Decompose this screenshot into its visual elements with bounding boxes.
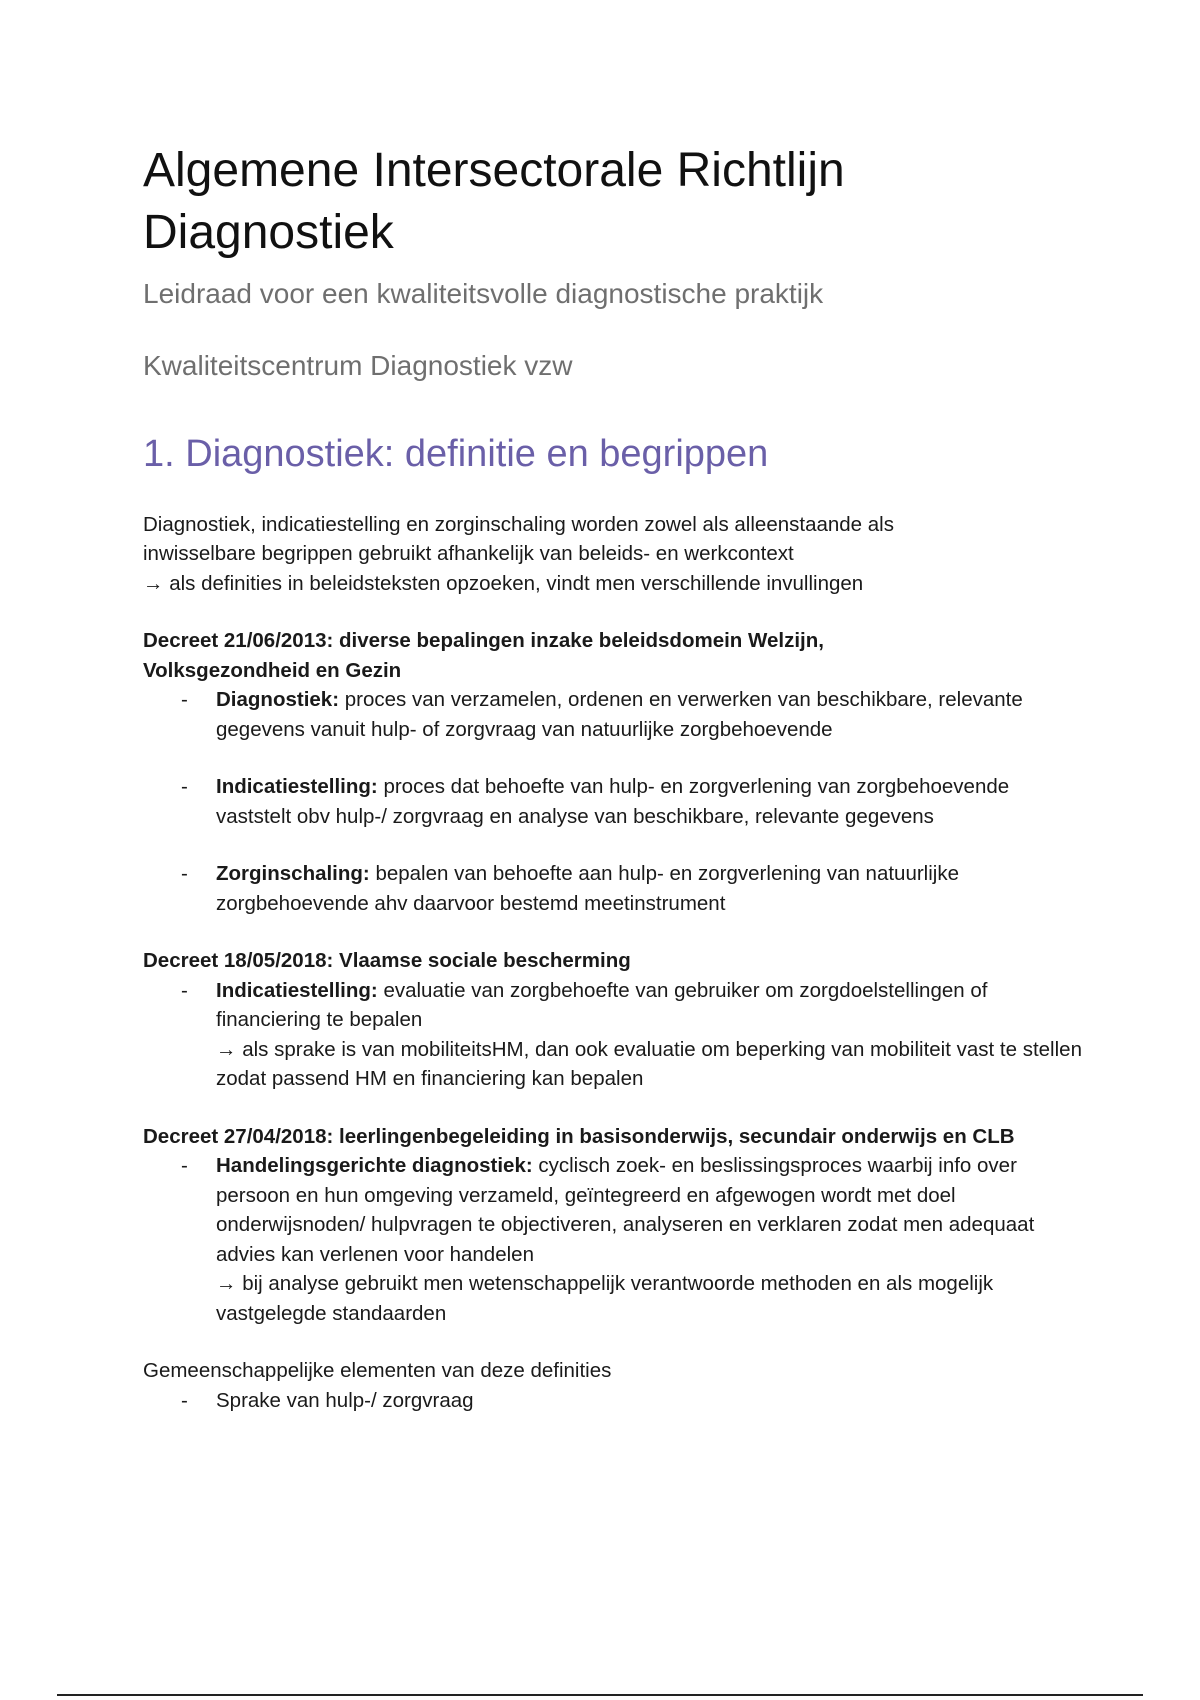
list-item: - Indicatiestelling: evaluatie van zorgbehoefte van gebruiker om zorgdoelstellingen of financiering te bepalen → als sprake is van mobiliteitsHM, dan ook evaluatie om beperking van mobiliteit vast te stellen zodat passend HM en financiering kan bepalen xyxy=(143,976,1083,1094)
decree-heading: Decreet 27/04/2018: leerlingenbegeleiding in basisonderwijs, secundair onderwijs en CLB xyxy=(143,1124,1015,1148)
decree-heading: Decreet 21/06/2013: diverse bepalingen inzake beleidsdomein Welzijn, Volksgezondheid en Gezin xyxy=(143,629,824,682)
decree-definitions-list xyxy=(143,1151,1083,1328)
footer-rule xyxy=(57,1694,1143,1696)
definition-note: → bij analyse gebruikt men wetenschappelijk verantwoorde methoden en als mogelijk vastgelegde standaarden xyxy=(216,1272,994,1325)
intro-paragraph: Diagnostiek, indicatiestelling en zorginschaling worden zowel als alleenstaande als inwisselbare begrippen gebruikt afhankelijk van beleids- en werkcontext → als definities in beleidsteksten opzoeken, vindt men verschillende invullingen xyxy=(143,512,894,595)
decree-definitions-list xyxy=(143,976,1083,1094)
common-elements-list xyxy=(143,1386,1083,1416)
organization-name: Kwaliteitscentrum Diagnostiek vzw xyxy=(143,350,573,381)
definition-note: → als sprake is van mobiliteitsHM, dan ook evaluatie om beperking van mobiliteit vast te stellen zodat passend HM en financiering kan bepalen xyxy=(216,1037,1082,1091)
document-subtitle: Leidraad voor een kwaliteitsvolle diagnostische praktijk xyxy=(143,278,824,309)
list-item: - Sprake van hulp-/ zorgvraag xyxy=(181,1388,474,1412)
document-title: Algemene Intersectorale Richtlijn Diagnostiek xyxy=(143,144,845,259)
decree-definitions-list xyxy=(143,685,1083,918)
list-item: - Zorginschaling: bepalen van behoefte aan hulp- en zorgverlening van natuurlijke zorgbehoevende ahv daarvoor bestemd meetinstrument xyxy=(181,862,959,915)
section-heading: 1. Diagnostiek: definitie en begrippen xyxy=(143,433,769,475)
decree-heading: Decreet 18/05/2018: Vlaamse sociale bescherming xyxy=(143,949,631,973)
list-item: - Handelingsgerichte diagnostiek: cyclisch zoek- en beslissingsproces waarbij info over persoon en hun omgeving verzameld, geïntegreerd en afgewogen wordt met doel onderwijsnoden/ hulpvragen te objectiveren, analyseren en verklaren zodat men adequaat advies kan verlenen voor handelen → bij analyse gebruikt men wetenschappelijk verantwoorde methoden en als mogelijk vastgelegde standaarden xyxy=(143,1151,1083,1328)
list-item: - Diagnostiek: proces van verzamelen, ordenen en verwerken van beschikbare, relevante gegevens vanuit hulp- of zorgvraag van natuurlijke zorgbehoevende xyxy=(181,688,1023,741)
list-item: - Indicatiestelling: proces dat behoefte van hulp- en zorgverlening van zorgbehoevende vaststelt obv hulp-/ zorgvraag en analyse van beschikbare, relevante gegevens xyxy=(181,775,1010,828)
common-elements-heading: Gemeenschappelijke elementen van deze definities xyxy=(143,1359,612,1383)
document-page xyxy=(143,140,1083,1415)
